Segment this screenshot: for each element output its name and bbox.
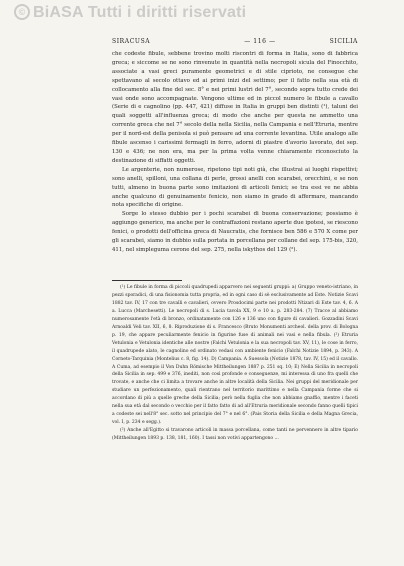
watermark-text: BiASA Tutti i diritti riservati: [33, 4, 247, 21]
footnote-divider: [112, 280, 182, 281]
header-right: SICILIA: [329, 38, 358, 45]
footnote: (²) Anche all'Egitto si travarono articoli in massa porcellana, come tanti ne pervennero in altre tipario (Mittheilungen 1893 p. 138, 181, 160). I tassi non votivi appartengono ...: [112, 428, 358, 442]
paragraph: Sorge lo stesso dubbio per i pochi scarabei di buona conservazione; possiamo è aggiungo generico, ma anche per le contraffazioni restano aperte due ipotesi, se riescono fenici, o prodotti dell'officina greca di Naucratis, che fornisce ben 586 e 570 X come per gli scarabei, siamo in dubbio sulla portata in porcellana per collane del sep. 175-bis, 320, 411, nel simpleguma cerone del sep. 275, nella iskythos del 129 (²).: [112, 211, 358, 253]
footnotes: [112, 284, 358, 443]
page-number: — 116 —: [244, 38, 276, 45]
running-header: [112, 38, 358, 45]
paragraph: Le argenterie, non numerose, ripetono tipi noti già, che illustrai ai luoghi rispettivi; sono anelli, spilloni, una collana di perle, grossi anelli con scarabei, orecchini, e se non tutti, almeno in buona parte sono imitazioni di articoli fenici; se tra essi ve ne abbia anche qualcuno di genuinamente fenicio, non siamo in grado di affermare, mancando nota specifiche di origine.: [112, 166, 358, 209]
paragraph: che codeste fibule, sebbene trovino molti riscontri di forma in Italia, sono di fabbrica greca; e siccome se ne sono rinvenute in quantità nella necropoli sicula del Finocchito, associate a vasi greci puramente geometrici e di stile ciprioto, ne consegue che spettavano al secolo ottavo ed ai primi inizi del settimo; per il fatto nella sua età di collocamento alla fine del sec. 8° e nei primi lustri del 7°, secondo sopra tutto crede dei vasi onde sono accompagnate. Vengono ultime ed in piccol numero le fibule a cavallo (Serie di e cagnolino (pp. 447, 421) diffuse in Italia in gruppi ben distinti (¹), taluni dei quali soggetti all'influenza greca; di modo che anche per questa ne ammetto una corrente greca che nel 7° secolo della nella Sicilia, nella Campania e nell'Etruria, mentre per il nord-est della penisola si può pensare ad una corrente levantina. Utile analogo alle fibule ascenso i carissimi fermagli in ferro, adorni di piastre d'avorio lavorato, dei sep. 130 e 436; ne non era, ma per la prima volta venne chiaramente riconosciuto la destinazione di siffatti oggetti.: [112, 51, 358, 164]
main-text: [112, 50, 358, 255]
header-left: SIRACUSA: [112, 38, 151, 45]
footnote: (¹) Le fibule in forma di piccoli quadrupedi apparvero nei seguenti gruppi: a) Gruppo veneto-istriano, in pezzi sporadici, di una fisionomia tutta propria, ed in ogni caso di sè esclusivamente ad Este. Notizie Scavi 1882 tav. IV, 17 con tre cavalli e cavalieri, ovvero Prosdocimi parte nei prodotti Ntizari di Este tav. 4, 6. A a. Lucca (Marchesetti). Le necropoli di s. Lucia tavola XX, 9 e 10 a. p. 283-284. (7) Tracce al abbiamo numerosamente l'età di bronzo, ordinatamente con 126 e 136 uno con figure di cavalieri. Gozzadini Scavi Arnoaldi Veli tav. XII, 6, 8. Riproduzione di s. Francesco (Bruto Monumenti archeol. della prov. di Bologna p. 19, che appare peculiarmente fenicio in figurine fuse di animali nei vasi e nella fibula. (²) Etruria Vetulonia e Vetulonia identiche alle nostre (Falchi Vetulonia e la sua necropoli tav. XV, 11), le cose in ferro, il quadrupede alato, le cagnolino ed ordinato vedasi con ambiente fenicio (Falchi Notizie 1894, p. 343). A Corneto-Tarquinia (Montelius c. 8, fig. 14). D) Campania. A Suessola (Notizie 1878, tav. IV, 15) ed il cavallo. A Cuma, ad esempio il Von Duhn Römische Mittheilungen 1887 p. 251 sq. 10; E) Nella Sicilia in necropoli della Sicilia in sep. 499 e 376, inediti, non così profonde e conseguenze, mi interessa di uno fra quelli che trovate, e anche che ci limita a trovare anche in altre località della Sicilia. Nei gruppi del meridionale per studiare un perfezionamento, quali rientrano nel territorio marittimo e nella Campania forme che si accordano di più a quelle greche della Sicilia; però nella fuglia che non abbiamo gnaffio, mentre i faceti nella sua età dal secondo o vecchio per il fatto fatto di ad all'Etruria meridionale secondo fanno quelli tipici a codeste sei nell'8° sec. sotto nel principio del 7° e nel 6°. (Pais Storia della Sicilia e della Magna Grecia, vol. I, p. 234 e segg.).: [112, 285, 358, 426]
watermark: [14, 4, 246, 22]
copyright-icon: ©: [14, 4, 30, 20]
